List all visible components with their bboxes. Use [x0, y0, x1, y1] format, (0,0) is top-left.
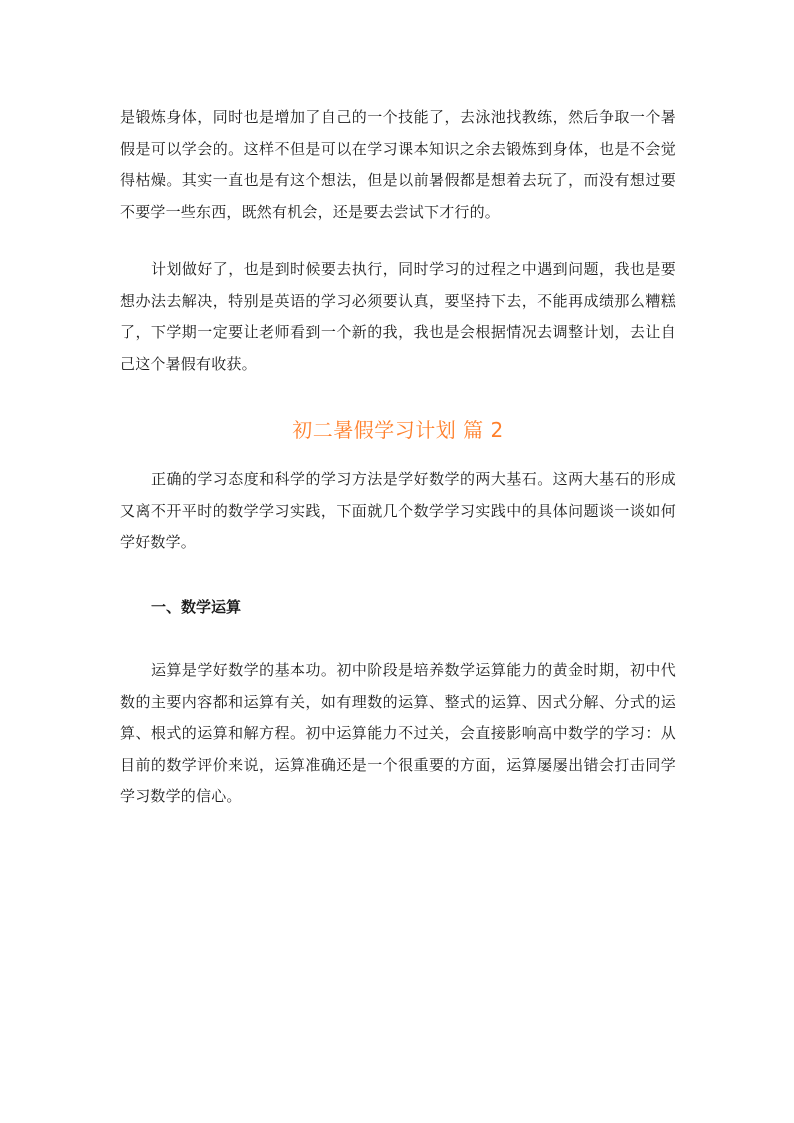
paragraph-intro: 正确的学习态度和科学的学习方法是学好数学的两大基石。这两大基石的形成又离不开平时的数学学习实践，下面就几个数学学习实践中的具体问题谈一谈如何学好数学。 [120, 470, 676, 551]
subheading-math-operations: 一、数学运算 [151, 597, 242, 616]
section-title: 初二暑假学习计划 篇 2 [292, 418, 504, 442]
paragraph-math-operations: 运算是学好数学的基本功。初中阶段是培养数学运算能力的黄金时期，初中代数的主要内容都和运算有关，如有理数的运算、整式的运算、因式分解、分式的运算、根式的运算和解方程。初中运算能力不过关，会直接影响高中数学的学习：从目前的数学评价来说，运算准确还是一个很重要的方面，运算屡屡出错会打击同学学习数学的信心。 [120, 661, 676, 805]
document-content [120, 102, 676, 813]
paragraph-plan: 计划做好了，也是到时候要去执行，同时学习的过程之中遇到问题，我也是要想办法去解决，特别是英语的学习必须要认真，要坚持下去，不能再成绩那么糟糕了，下学期一定要让老师看到一个新的我，我也是会根据情况去调整计划，去让自己这个暑假有收获。 [120, 260, 676, 373]
paragraph-continued: 是锻炼身体，同时也是增加了自己的一个技能了，去泳池找教练，然后争取一个暑假是可以学会的。这样不但是可以在学习课本知识之余去锻炼到身体，也是不会觉得枯燥。其实一直也是有这个想法，但是以前暑假都是想着去玩了，而没有想过要不要学一些东西，既然有机会，还是要去尝试下才行的。 [120, 108, 676, 221]
